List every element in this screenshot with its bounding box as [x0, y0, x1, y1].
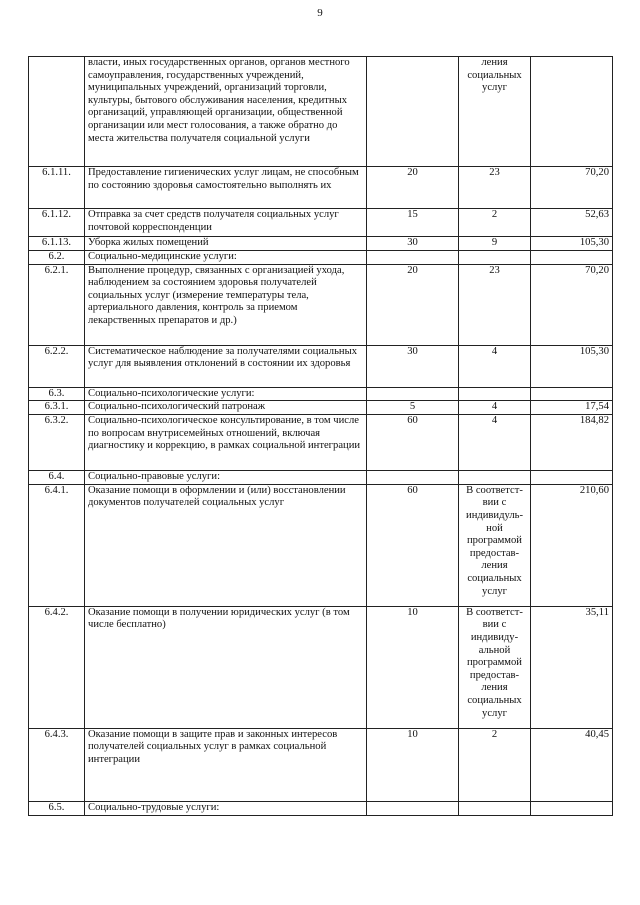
section-number: 6.3.	[29, 387, 85, 401]
frequency-line: услуг	[482, 82, 507, 94]
frequency-line: 4	[491, 415, 498, 427]
row-number: 6.2.1.	[29, 264, 85, 345]
service-duration	[367, 387, 459, 401]
service-duration: 30	[367, 237, 459, 251]
service-price	[531, 471, 613, 485]
service-name: Оказание помощи в получении юридических услуг (в том числе бесплатно)	[85, 606, 367, 728]
service-duration: 30	[367, 345, 459, 387]
frequency-line: 23	[489, 264, 500, 276]
table-row	[29, 167, 613, 209]
service-price: 35,11	[531, 606, 613, 728]
service-duration	[367, 251, 459, 265]
section-title: Социально-правовые услуги:	[85, 471, 367, 485]
table-row	[29, 209, 613, 237]
row-number: 6.3.1.	[29, 401, 85, 415]
service-price: 52,63	[531, 209, 613, 237]
service-name: Предоставление гигиенических услуг лицам, не способным по состоянию здоровья самостоятельно выполнять их	[85, 167, 367, 209]
table-row	[29, 57, 613, 167]
table-row	[29, 387, 613, 401]
service-frequency	[459, 345, 531, 387]
row-number: 6.4.2.	[29, 606, 85, 728]
service-frequency	[459, 209, 531, 237]
row-number: 6.1.12.	[29, 209, 85, 237]
frequency-line: В соответст-	[466, 484, 523, 496]
frequency-line: ления	[481, 682, 508, 694]
service-name: Оказание помощи в оформлении и (или) восстановлении документов получателей социальных услуг	[85, 484, 367, 606]
row-number: 6.1.11.	[29, 167, 85, 209]
section-number: 6.5.	[29, 801, 85, 815]
service-frequency	[459, 606, 531, 728]
service-duration: 10	[367, 606, 459, 728]
service-price: 105,30	[531, 345, 613, 387]
frequency-line: 23	[489, 167, 500, 178]
service-price	[531, 801, 613, 815]
section-title: Социально-медицинские услуги:	[85, 251, 367, 265]
service-frequency	[459, 415, 531, 471]
frequency-line: социальных	[467, 694, 522, 706]
service-frequency	[459, 728, 531, 801]
service-price	[531, 57, 613, 167]
row-number: 6.4.3.	[29, 728, 85, 801]
row-number: 6.1.13.	[29, 237, 85, 251]
service-price	[531, 251, 613, 265]
service-duration	[367, 801, 459, 815]
row-number: 6.4.1.	[29, 484, 85, 606]
frequency-line: индивиду-	[470, 631, 519, 643]
frequency-line: вии с	[482, 619, 507, 631]
frequency-line: услуг	[482, 707, 507, 719]
service-name: Уборка жилых помещений	[85, 237, 367, 251]
section-title: Социально-психологические услуги:	[85, 387, 367, 401]
table-row	[29, 471, 613, 485]
service-duration: 5	[367, 401, 459, 415]
service-duration	[367, 57, 459, 167]
frequency-line: предостав-	[469, 547, 520, 559]
frequency-line: ной	[486, 522, 503, 534]
table-row	[29, 251, 613, 265]
service-frequency	[459, 237, 531, 251]
service-price: 17,54	[531, 401, 613, 415]
service-name: Систематическое наблюдение за получателями социальных услуг для выявления отклонений в состоянии их здоровья	[85, 345, 367, 387]
frequency-line: индивидуль-	[466, 509, 523, 521]
service-frequency	[459, 484, 531, 606]
service-price: 70,20	[531, 167, 613, 209]
section-number: 6.4.	[29, 471, 85, 485]
section-number: 6.2.	[29, 251, 85, 265]
service-frequency	[459, 801, 531, 815]
service-duration: 20	[367, 167, 459, 209]
frequency-line: 4	[491, 345, 498, 357]
service-duration: 20	[367, 264, 459, 345]
frequency-line: социальных	[467, 69, 522, 81]
service-frequency	[459, 167, 531, 209]
row-number: 6.2.2.	[29, 345, 85, 387]
frequency-line: услуг	[482, 585, 507, 597]
service-name: Социально-психологическое консультирование, в том числе по вопросам внутрисемейных отношений, включая диагностику и коррекцию, в рамках социальной интеграции	[85, 415, 367, 471]
row-number	[29, 57, 85, 167]
service-name: Социально-психологический патронаж	[85, 401, 367, 415]
service-frequency	[459, 251, 531, 265]
page-number: 9	[317, 7, 323, 19]
frequency-line: социальных	[467, 572, 522, 584]
table-row	[29, 237, 613, 251]
service-frequency	[459, 57, 531, 167]
service-price: 184,82	[531, 415, 613, 471]
table-row	[29, 484, 613, 606]
service-name: Отправка за счет средств получателя социальных услуг почтовой корреспонденции	[85, 209, 367, 237]
service-duration: 15	[367, 209, 459, 237]
service-duration: 60	[367, 415, 459, 471]
frequency-line: 2	[491, 209, 498, 220]
table-row	[29, 345, 613, 387]
service-frequency	[459, 387, 531, 401]
frequency-line: ления	[481, 57, 508, 68]
frequency-line: 4	[491, 401, 498, 413]
service-price: 40,45	[531, 728, 613, 801]
service-price	[531, 387, 613, 401]
services-table-body	[29, 57, 613, 816]
table-row	[29, 264, 613, 345]
service-price: 105,30	[531, 237, 613, 251]
frequency-line: альной	[478, 644, 511, 656]
frequency-line: программой	[467, 535, 522, 547]
services-table	[28, 56, 613, 816]
service-price: 70,20	[531, 264, 613, 345]
frequency-line: В соответст-	[466, 606, 523, 618]
service-frequency	[459, 401, 531, 415]
row-number: 6.3.2.	[29, 415, 85, 471]
service-frequency	[459, 264, 531, 345]
frequency-line: вии с	[482, 497, 507, 509]
frequency-line: программой	[467, 657, 522, 669]
section-title: Социально-трудовые услуги:	[85, 801, 367, 815]
frequency-line: ления	[481, 560, 508, 572]
frequency-line: предостав-	[469, 669, 520, 681]
service-duration	[367, 471, 459, 485]
table-row	[29, 728, 613, 801]
frequency-line: 9	[491, 237, 498, 248]
table-row	[29, 401, 613, 415]
service-name: Выполнение процедур, связанных с организацией ухода, наблюдением за состоянием здоровья получателей социальных услуг (измерение температуры тела, артериального давления, контроль за приемом лекарственных препаратов и др.)	[85, 264, 367, 345]
service-price: 210,60	[531, 484, 613, 606]
frequency-line: 2	[491, 728, 498, 740]
table-row	[29, 606, 613, 728]
service-name: Оказание помощи в защите прав и законных интересов получателей социальных услуг в рамках социальной интеграции	[85, 728, 367, 801]
service-frequency	[459, 471, 531, 485]
service-duration: 10	[367, 728, 459, 801]
table-row	[29, 801, 613, 815]
service-duration: 60	[367, 484, 459, 606]
service-name: власти, иных государственных органов, органов местного самоуправления, государственных учреждений, муниципальных учреждений, организаций торговли, культуры, бытового обслуживания населения, кредитных организаций, управляющей организации, общественной организации или мест голосования, а также обратно до места жительства получателя социальной услуги	[85, 57, 367, 167]
table-row	[29, 415, 613, 471]
